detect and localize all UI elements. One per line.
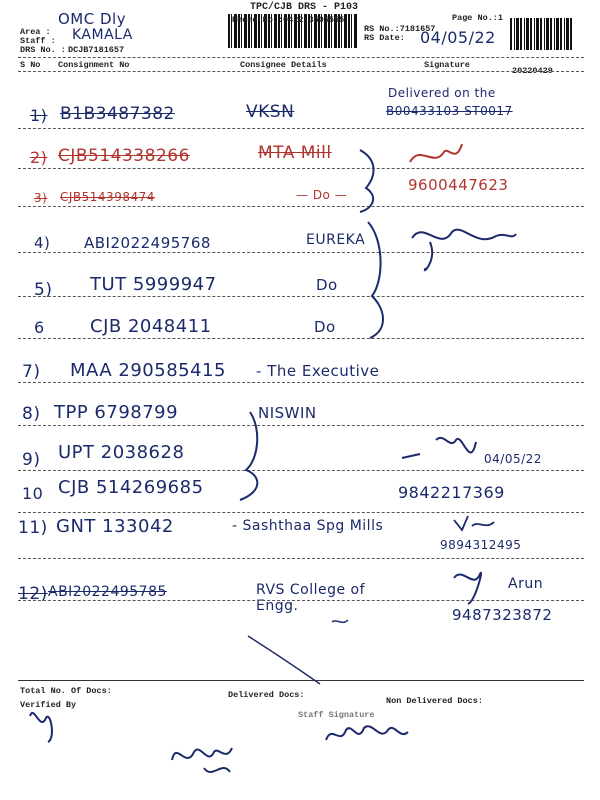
closing-stroke [248, 636, 320, 684]
area-value: OMC Dly [58, 10, 127, 28]
column-consignment: Consignment No [58, 60, 130, 70]
signature-row-4 [412, 230, 516, 240]
row-number: 8) [22, 404, 41, 424]
total-docs-label: Total No. Of Docs: [20, 686, 112, 696]
consignment-number: CJB 514269685 [58, 477, 204, 498]
row-number: 6 [34, 318, 45, 337]
signature-row-11 [454, 516, 494, 530]
row-number: 4) [34, 234, 51, 252]
consignee-name: - The Executive [256, 362, 380, 380]
row-number: 3) [34, 191, 48, 205]
column-sno: S No [20, 60, 41, 70]
staff-signature-mark [326, 726, 408, 740]
consignment-number: ABI2022495785 [48, 584, 167, 600]
brace-rows-2-3 [360, 150, 374, 212]
consignee-ditto: — Do — [296, 188, 348, 202]
phone-number: Phone No.:0422-3505555 [232, 15, 345, 25]
delivery-date: 04/05/22 [484, 452, 542, 466]
consignee-name: - Sashthaa Spg Mills [232, 518, 384, 534]
delivery-note-reference: B00433103 ST0017 [386, 104, 513, 118]
receiver-phone: 9600447623 [408, 176, 509, 194]
consignment-number: UPT 2038628 [58, 442, 185, 463]
signature-row-12 [454, 573, 481, 604]
consignee-ditto: Do [314, 318, 336, 336]
receiver-phone: 9487323872 [452, 606, 553, 624]
rs-date-value: 04/05/22 [420, 28, 496, 47]
row-number: 12) [18, 584, 48, 604]
delivered-docs-label: Delivered Docs: [228, 690, 305, 700]
consignment-number: ABI2022495768 [84, 234, 211, 252]
consignment-number: CJB514338266 [58, 146, 190, 166]
staff-signature-label: Staff Signature [298, 710, 375, 720]
column-signature: Signature [424, 60, 470, 70]
receiver-name: Arun [508, 576, 544, 592]
page-number: Page No.:1 [452, 13, 504, 23]
receiver-phone: 9894312495 [440, 538, 522, 552]
brace-rows-8-10 [240, 412, 257, 500]
consignee-name: EUREKA [306, 232, 366, 248]
verifier-signature [30, 713, 52, 742]
drs-number: DCJB7181657 [68, 45, 125, 55]
consignee-name: MTA Mill [258, 143, 332, 163]
area-label: Area : [20, 27, 51, 37]
bottom-signature-1 [172, 748, 232, 760]
row-number: 9) [22, 450, 41, 470]
consignment-number: TUT 5999947 [90, 274, 217, 295]
consignment-number: MAA 290585415 [70, 360, 226, 381]
receiver-phone: 9842217369 [398, 483, 505, 502]
brace-rows-4-6 [368, 222, 383, 338]
row-number: 2) [30, 148, 48, 167]
consignment-number: B1B3487382 [60, 104, 175, 124]
consignment-number: CJB514398474 [60, 190, 155, 204]
consignee-name: NISWIN [258, 404, 317, 422]
row-number: 7) [22, 362, 41, 382]
non-delivered-docs-label: Non Delivered Docs: [386, 696, 483, 706]
column-consignee: Consignee Details [240, 60, 327, 70]
delivery-note: Delivered on the [388, 86, 496, 100]
drs-label: DRS No. : [20, 45, 66, 55]
row-number: 10 [22, 484, 44, 503]
rs-number: RS No.:7181657 [364, 24, 436, 34]
consignee-name: RVS College of Engg. [256, 582, 366, 614]
verified-by-label: Verified By [20, 700, 77, 710]
consignee-ditto: Do [316, 276, 338, 294]
consignment-number: TPP 6798799 [54, 402, 179, 423]
staff-value: KAMALA [72, 27, 133, 43]
row-number: 1) [30, 106, 48, 125]
rs-date-label: RS Date: [364, 33, 405, 43]
consignment-number: CJB 2048411 [90, 316, 212, 337]
printed-date: 20220429 [512, 66, 553, 76]
signature-row-2 [410, 144, 462, 162]
consignment-number: GNT 133042 [56, 516, 174, 537]
page-title: TPC/CJB DRS - P103 [250, 2, 359, 13]
footer-rule [18, 680, 584, 681]
row-number: 11) [18, 518, 48, 538]
consignee-name: VKSN [246, 102, 295, 122]
staff-label: Staff : [20, 36, 56, 46]
row-number: 5) [34, 280, 53, 300]
signature-row-9 [402, 438, 476, 458]
